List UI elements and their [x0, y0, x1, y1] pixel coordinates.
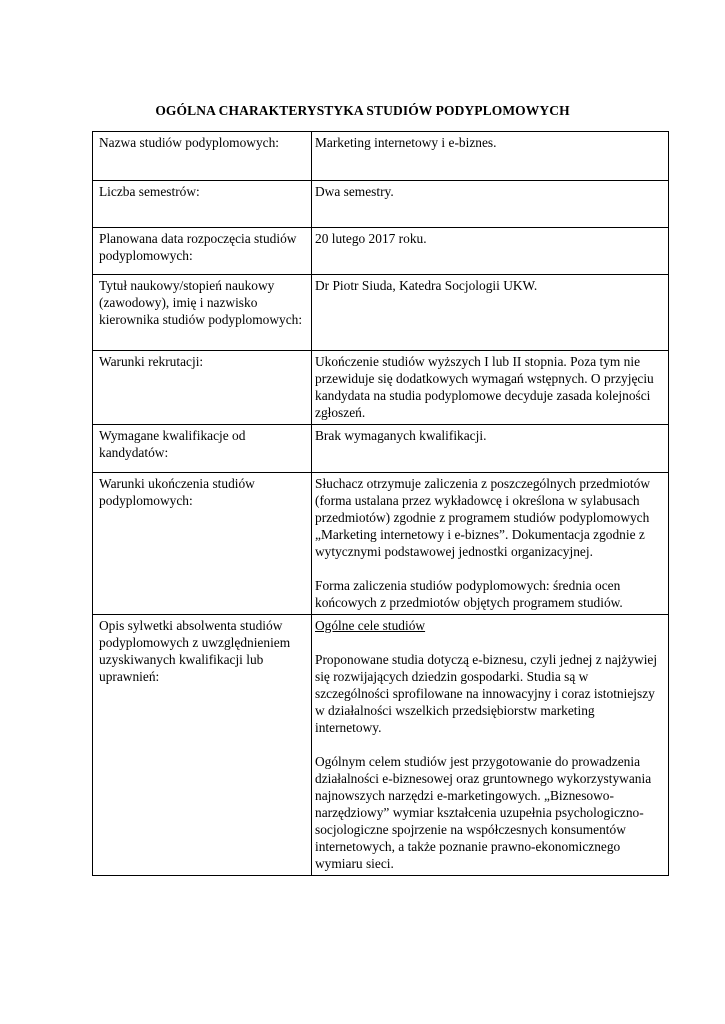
row-label: Warunki ukończenia studiów podyplomowych:	[93, 473, 312, 615]
row-label: Warunki rekrutacji:	[93, 351, 312, 425]
row-label: Opis sylwetki absolwenta studiów podyplomowych z uwzględnieniem uzyskiwanych kwalifikacji lub uprawnień:	[93, 615, 312, 876]
row-label: Planowana data rozpoczęcia studiów podyplomowych:	[93, 228, 312, 275]
table-row	[93, 181, 669, 228]
row-value	[312, 132, 669, 181]
row-value	[312, 473, 669, 615]
row-value-text: Ogólnym celem studiów jest przygotowanie do prowadzenia działalności e-biznesowej oraz gruntownego wykorzystywania najnowszych narzędzi e-marketingowych. „Biznesowo-narzędziowy” wymiar kształcenia uzupełnia psychologiczno-socjologiczne spojrzenie na współczesnych konsumentów internetowych, a także poznanie prawno-ekonomicznego wymiaru sieci.	[315, 754, 652, 871]
row-value-text: Słuchacz otrzymuje zaliczenia z poszczególnych przedmiotów (forma ustalana przez wykładowcę i określona w sylabusach przedmiotów) zgodnie z programem studiów podyplomowych „Marketing internetowy i e-biznes”. Dokumentacja zgodnie z wytycznymi podstawowej jednostki organizacyjnej.	[315, 476, 650, 559]
row-value	[312, 275, 669, 351]
section-heading: Ogólne cele studiów	[315, 618, 426, 633]
table-row	[93, 228, 669, 275]
row-value-text: 20 lutego 2017 roku.	[315, 231, 427, 246]
row-value-text: Brak wymaganych kwalifikacji.	[315, 428, 487, 443]
row-value-text: Ukończenie studiów wyższych I lub II stopnia. Poza tym nie przewiduje się dodatkowych wymagań wstępnych. O przyjęciu kandydata na studia podyplomowe decyduje zasada kolejności zgłoszeń.	[315, 354, 654, 420]
row-label: Liczba semestrów:	[93, 181, 312, 228]
row-label: Wymagane kwalifikacje od kandydatów:	[93, 425, 312, 473]
row-value	[312, 228, 669, 275]
study-info-table	[92, 131, 669, 876]
row-value	[312, 425, 669, 473]
row-label: Nazwa studiów podyplomowych:	[93, 132, 312, 181]
table-row	[93, 351, 669, 425]
row-value	[312, 181, 669, 228]
row-label: Tytuł naukowy/stopień naukowy (zawodowy), imię i nazwisko kierownika studiów podyplomowych:	[93, 275, 312, 351]
row-value-text: Dwa semestry.	[315, 184, 394, 199]
table-row	[93, 275, 669, 351]
page-title: OGÓLNA CHARAKTERYSTYKA STUDIÓW PODYPLOMOWYCH	[155, 103, 570, 118]
table-row	[93, 473, 669, 615]
row-value-text: Proponowane studia dotyczą e-biznesu, czyli jednej z najżywiej się rozwijających dziedzin gospodarki. Studia są w szczególności sprofilowane na innowacyjny i coraz istotniejszy w działalności wszelkich przedsiębiorstw marketing internetowy.	[315, 652, 658, 735]
row-value-text: Marketing internetowy i e-biznes.	[315, 135, 497, 150]
table-row	[93, 132, 669, 181]
row-value	[312, 615, 669, 876]
row-value	[312, 351, 669, 425]
table-row	[93, 425, 669, 473]
row-value-text: Forma zaliczenia studiów podyplomowych: średnia ocen końcowych z przedmiotów objętych programem studiów.	[315, 578, 623, 610]
table-row	[93, 615, 669, 876]
row-value-text: Dr Piotr Siuda, Katedra Socjologii UKW.	[315, 278, 538, 293]
